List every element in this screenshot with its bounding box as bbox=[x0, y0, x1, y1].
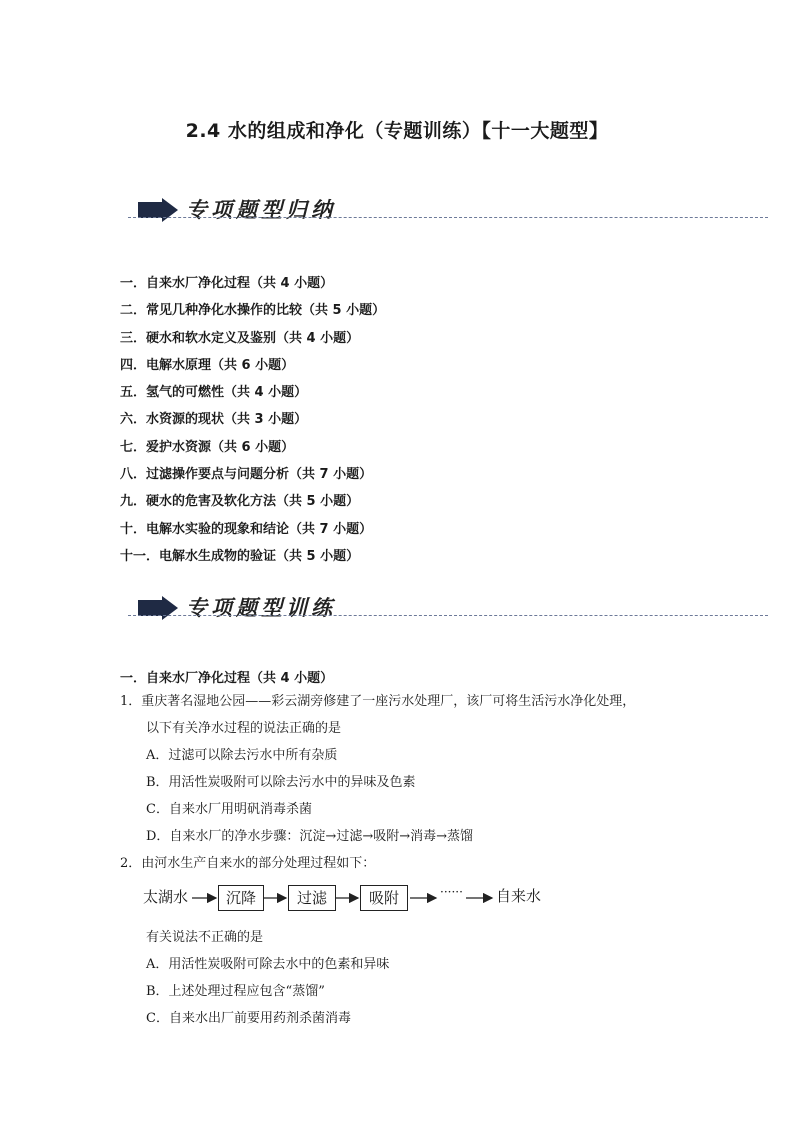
topic-item: 十．电解水实验的现象和结论（共 7 小题） bbox=[120, 521, 373, 537]
topic-item: 九．硬水的危害及软化方法（共 5 小题） bbox=[120, 494, 360, 510]
section-banner-training bbox=[128, 590, 768, 630]
banner-heading: 专项题型归纳 bbox=[186, 197, 336, 222]
flow-ellipsis: ······ bbox=[440, 885, 463, 899]
topic-item: 三．硬水和软水定义及鉴别（共 4 小题） bbox=[120, 330, 360, 346]
question-2-stem: 2．由河水生产自来水的部分处理过程如下： bbox=[120, 856, 376, 871]
topic-item: 六．水资源的现状（共 3 小题） bbox=[120, 412, 308, 428]
question-2-prompt: 有关说法不正确的是 bbox=[146, 930, 264, 945]
question-2-option-c: C．自来水出厂前要用药剂杀菌消毒 bbox=[146, 1011, 351, 1026]
question-2-option-b: B．上述处理过程应包含“蒸馏” bbox=[146, 984, 325, 999]
topic-item: 七．爱护水资源（共 6 小题） bbox=[120, 439, 295, 455]
flow-end: 自来水 bbox=[496, 887, 542, 905]
flow-step-box: 沉降 bbox=[218, 885, 264, 911]
topic-item: 四．电解水原理（共 6 小题） bbox=[120, 357, 295, 373]
page-title: 2.4 水的组成和净化（专题训练）【十一大题型】 bbox=[185, 120, 609, 142]
flow-step-box: 过滤 bbox=[288, 885, 336, 911]
dashed-divider bbox=[128, 615, 768, 616]
question-2-option-a: A．用活性炭吸附可除去水中的色素和异味 bbox=[146, 957, 390, 972]
arrow-right-icon bbox=[138, 198, 178, 222]
banner-heading: 专项题型训练 bbox=[186, 595, 336, 620]
flow-start: 太湖水 bbox=[143, 888, 189, 906]
topic-item: 二．常见几种净化水操作的比较（共 5 小题） bbox=[120, 303, 386, 319]
question-1-stem-cont: 以下有关净水过程的说法正确的是 bbox=[146, 721, 342, 736]
topic-list bbox=[120, 276, 385, 576]
topic-item: 五．氢气的可燃性（共 4 小题） bbox=[120, 385, 308, 401]
process-flow-diagram bbox=[143, 878, 566, 918]
arrow-right-icon bbox=[138, 596, 178, 620]
question-1-stem: 1．重庆著名湿地公园——彩云湖旁修建了一座污水处理厂，该厂可将生活污水净化处理， bbox=[120, 694, 636, 709]
question-1-option-c: C．自来水厂用明矾消毒杀菌 bbox=[146, 802, 312, 817]
flow-step-box: 吸附 bbox=[360, 885, 408, 911]
dashed-divider bbox=[128, 217, 768, 218]
question-1-option-a: A．过滤可以除去污水中所有杂质 bbox=[146, 748, 338, 763]
topic-item: 十一．电解水生成物的验证（共 5 小题） bbox=[120, 548, 360, 564]
topic-item: 一．自来水厂净化过程（共 4 小题） bbox=[120, 276, 334, 291]
question-1-option-d: D．自来水厂的净水步骤：沉淀→过滤→吸附→消毒→蒸馏 bbox=[146, 829, 473, 844]
topic-item: 八．过滤操作要点与问题分析（共 7 小题） bbox=[120, 467, 373, 483]
section-banner-summary bbox=[128, 192, 768, 232]
section-title: 一．自来水厂净化过程（共 4 小题） bbox=[120, 671, 334, 686]
question-1-option-b: B．用活性炭吸附可以除去污水中的异味及色素 bbox=[146, 775, 416, 790]
